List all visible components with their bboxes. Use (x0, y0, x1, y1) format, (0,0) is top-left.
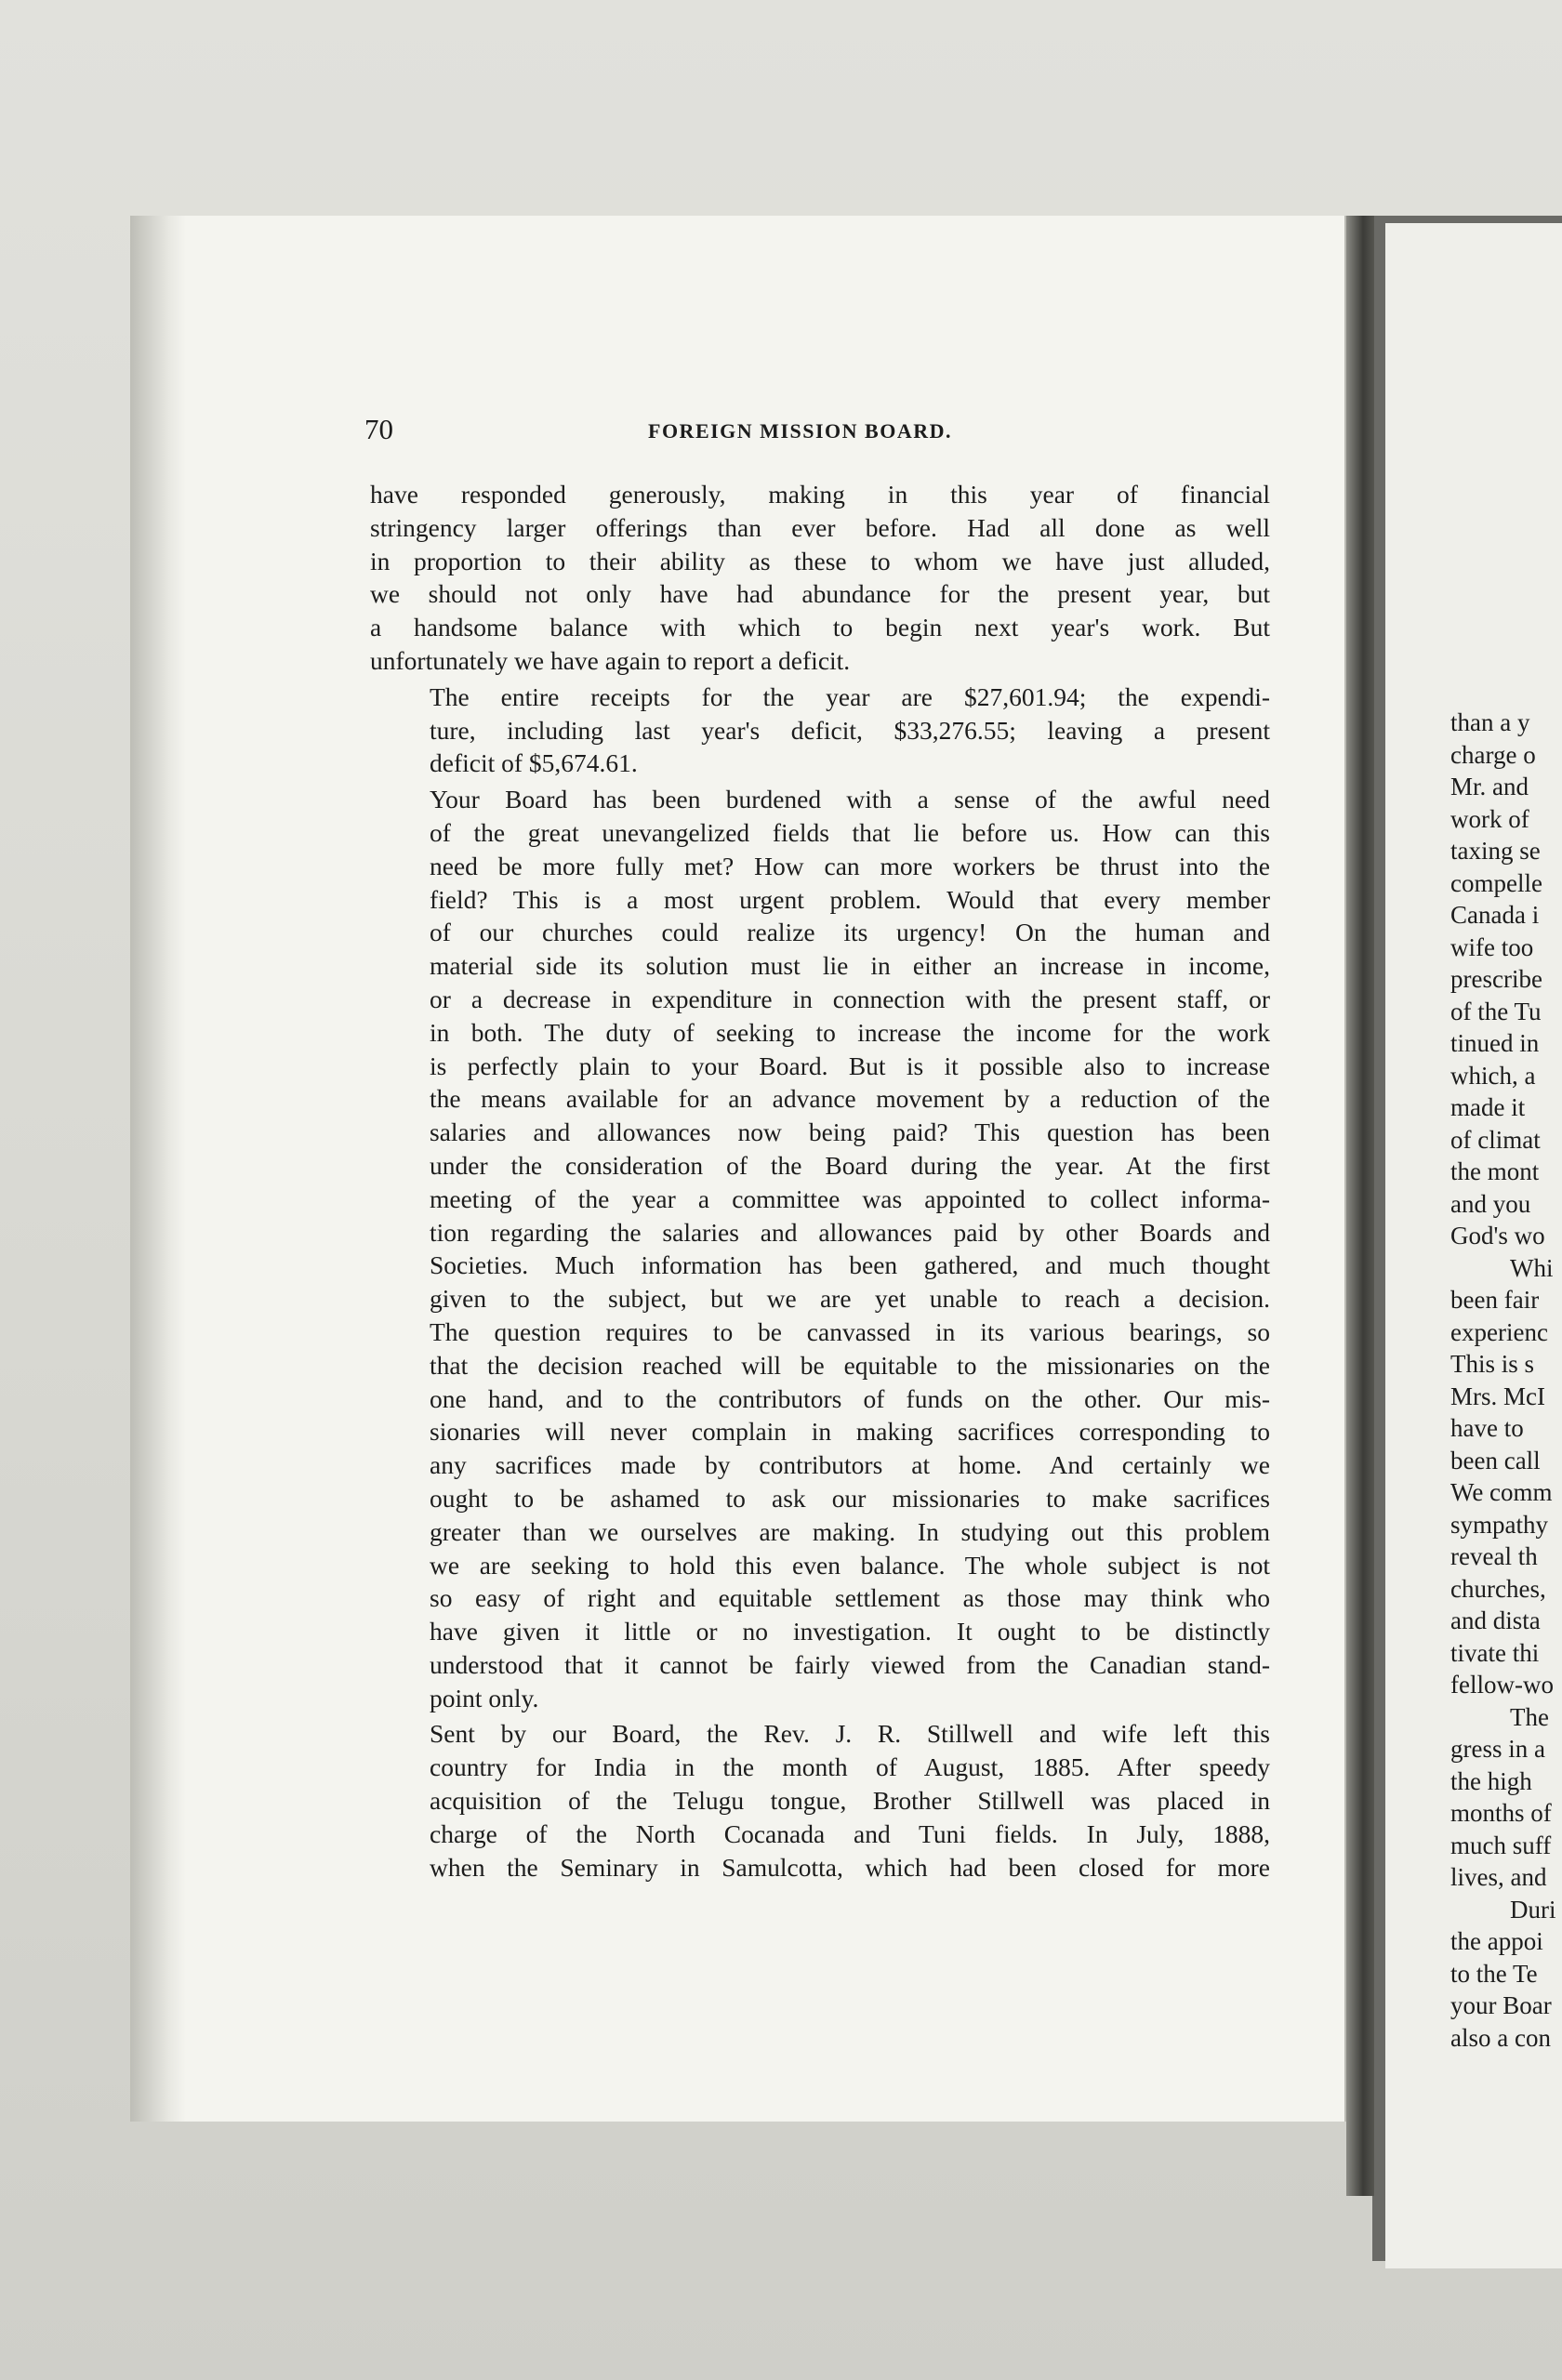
text-line: ought to be ashamed to ask our missionaries to make sacrifices (430, 1483, 1270, 1513)
text-line: Mrs. McI (1450, 1382, 1545, 1410)
text-line: Canada i (1450, 901, 1540, 929)
text-line: experienc (1450, 1317, 1548, 1346)
text-line: the mont (1450, 1157, 1540, 1185)
text-line: God's wo (1450, 1222, 1545, 1250)
text-line: Whi (1510, 1253, 1554, 1282)
text-line: been fair (1450, 1286, 1540, 1314)
text-line: tivate thi (1450, 1638, 1540, 1667)
text-line: meeting of the year a committee was appointed to collect informa- (430, 1183, 1270, 1213)
text-line: any sacrifices made by contributors at home. And certainly we (430, 1450, 1270, 1480)
text-line: reveal th (1450, 1542, 1538, 1570)
text-line: to the Te (1450, 1959, 1538, 1988)
text-line: sionaries will never complain in making sacrifices corresponding to (430, 1417, 1270, 1447)
text-line: of the Tu (1450, 997, 1542, 1025)
text-line: also a con (1450, 2023, 1551, 2052)
text-line: work of (1450, 804, 1529, 833)
text-line: acquisition of the Telugu tongue, Brother Stillwell was placed in (430, 1786, 1270, 1816)
text-line: than a y (1450, 708, 1530, 736)
book-gutter (1346, 216, 1374, 2196)
text-line: understood that it cannot be fairly viewed from the Canadian stand- (430, 1649, 1270, 1679)
text-line: wife too (1450, 932, 1534, 961)
page-header (364, 413, 1257, 450)
text-line: gress in a (1450, 1735, 1545, 1763)
text-line: We comm (1450, 1478, 1553, 1506)
text-line: The question requires to be canvassed in its various bearings, so (430, 1316, 1270, 1346)
text-line: Duri (1510, 1895, 1556, 1924)
text-line: so easy of right and equitable settlement as those may think who (430, 1583, 1270, 1613)
text-line: stringency larger offerings than ever before. Had all done as well (370, 512, 1270, 542)
text-line: months of (1450, 1799, 1552, 1827)
running-head: FOREIGN MISSION BOARD. (648, 419, 952, 443)
text-line: or a decrease in expenditure in connection with the present staff, or (430, 984, 1270, 1013)
text-line: country for India in the month of August, 1885. After speedy (430, 1752, 1270, 1782)
text-line: Societies. Much information has been gathered, and much thought (430, 1250, 1270, 1280)
paragraph (370, 1717, 1270, 1884)
body-text (370, 478, 1270, 1886)
text-line: Sent by our Board, the Rev. J. R. Stillwell and wife left this (430, 1719, 1270, 1749)
text-line: unfortunately we have again to report a deficit. (370, 645, 851, 675)
text-line: need be more fully met? How can more workers be thrust into the (430, 851, 1270, 880)
text-line: of our churches could realize its urgency! On the human and (430, 918, 1270, 947)
text-line: The entire receipts for the year are $27,601.94; the expendi- (430, 681, 1270, 711)
text-line: in proportion to their ability as these to whom we have just alluded, (370, 546, 1270, 575)
text-line: charge o (1450, 740, 1536, 769)
page-number: 70 (364, 413, 393, 445)
text-line: when the Seminary in Samulcotta, which had been closed for more (430, 1852, 1270, 1882)
text-line: of the great unevangelized fields that lie before us. How can this (430, 817, 1270, 847)
text-line: we are seeking to hold this even balance. The whole subject is not (430, 1550, 1270, 1580)
text-line: have responded generously, making in this year of financial (370, 480, 1270, 509)
text-line: and dista (1450, 1606, 1541, 1634)
text-line: which, a (1450, 1061, 1536, 1090)
page-edge-shadow (130, 216, 186, 2122)
text-line: Your Board has been burdened with a sense of the awful need (430, 785, 1270, 814)
text-line: made it (1450, 1093, 1526, 1121)
text-line: point only. (430, 1683, 539, 1712)
text-line: material side its solution must lie in either an increase in income, (430, 951, 1270, 981)
text-line: greater than we ourselves are making. In studying out this problem (430, 1516, 1270, 1546)
text-line: Mr. and (1450, 773, 1529, 800)
text-line: lives, and (1450, 1863, 1547, 1891)
text-line: charge of the North Cocanada and Tuni fields. In July, 1888, (430, 1818, 1270, 1848)
text-line: the means available for an advance movement by a reduction of the (430, 1084, 1270, 1114)
text-line: deficit of $5,674.61. (430, 748, 638, 778)
text-line: compelle (1450, 868, 1542, 897)
text-line: churches, (1450, 1574, 1546, 1603)
text-line: taxing se (1450, 837, 1541, 865)
text-line: have to (1450, 1414, 1524, 1442)
text-line: tion regarding the salaries and allowances paid by other Boards and (430, 1217, 1270, 1247)
text-line: a handsome balance with which to begin next year's work. But (370, 613, 1270, 642)
text-line: tinued in (1450, 1029, 1540, 1057)
text-line: The (1510, 1702, 1549, 1731)
text-line: that the decision reached will be equitable to the missionaries on the (430, 1350, 1270, 1380)
text-line: ture, including last year's deficit, $33,276.55; leaving a present (430, 715, 1270, 745)
text-line: fellow-wo (1450, 1671, 1554, 1699)
text-line: under the consideration of the Board during the year. At the first (430, 1150, 1270, 1180)
right-page-text (1450, 707, 1562, 2054)
text-line: we should not only have had abundance for the present year, but (370, 579, 1270, 609)
right-page (1385, 223, 1562, 2268)
text-line: of climat (1450, 1125, 1541, 1154)
text-line: one hand, and to the contributors of funds on the other. Our mis- (430, 1383, 1270, 1413)
text-line: field? This is a most urgent problem. Would that every member (430, 884, 1270, 914)
text-line: sympathy (1450, 1510, 1548, 1539)
text-line: and you (1450, 1189, 1531, 1218)
paragraph (370, 478, 1270, 678)
text-line: prescribe (1450, 965, 1542, 993)
paragraph (370, 681, 1270, 780)
text-line: in both. The duty of seeking to increase the income for the work (430, 1017, 1270, 1047)
text-line: given to the subject, but we are yet unable to reach a decision. (430, 1284, 1270, 1314)
text-line: This is s (1450, 1350, 1535, 1378)
text-line: the appoi (1450, 1927, 1543, 1955)
text-line: have given it little or no investigation. It ought to be distinctly (430, 1617, 1270, 1646)
text-line: much suff (1450, 1831, 1552, 1859)
text-line: the high (1450, 1766, 1532, 1795)
text-line: your Boar (1450, 1991, 1552, 2019)
text-line: salaries and allowances now being paid? This question has been (430, 1117, 1270, 1147)
paragraph (370, 783, 1270, 1714)
text-line: been call (1450, 1446, 1541, 1474)
text-line: is perfectly plain to your Board. But is it possible also to increase (430, 1051, 1270, 1080)
